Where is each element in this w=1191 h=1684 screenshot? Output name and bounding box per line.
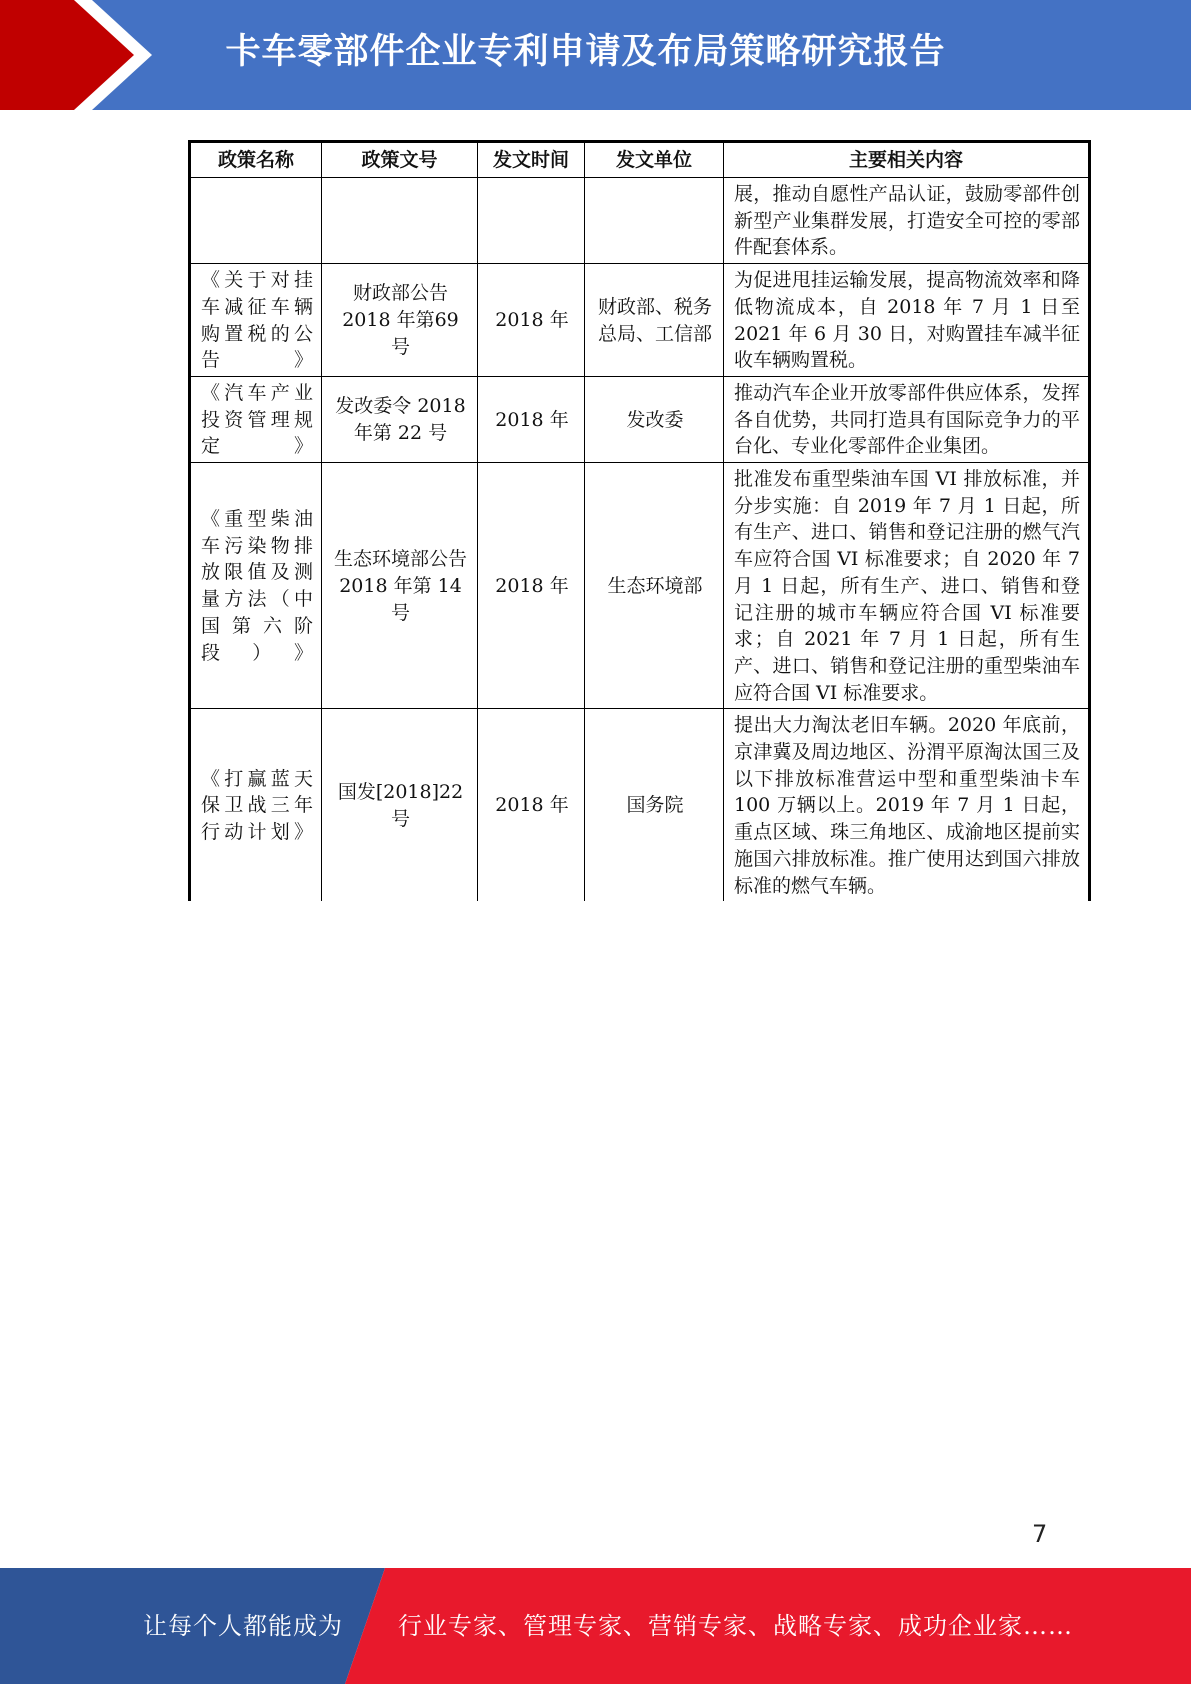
cell-policy-number — [322, 178, 478, 264]
table-row — [190, 709, 1090, 901]
cell-issuing-unit: 发改委 — [585, 376, 724, 462]
cell-policy-name — [190, 178, 322, 264]
cell-main-content: 展，推动自愿性产品认证，鼓励零部件创新型产业集群发展，打造安全可控的零部件配套体系。 — [724, 178, 1090, 264]
column-header-issuing-unit: 发文单位 — [585, 142, 724, 178]
cell-policy-name: 《关于对挂车减征车辆购置税的公告》 — [190, 264, 322, 377]
cell-main-content: 提出大力淘汰老旧车辆。2020 年底前，京津冀及周边地区、汾渭平原淘汰国三及以下排放标准营运中型和重型柴油卡车 100 万辆以上。2019 年 7 月 1 日起，重点区域、珠三角地区、成渝地区提前实施国六排放标准。推广使用达到国六排放标准的燃气车辆。 — [724, 709, 1090, 901]
cell-policy-name: 《汽车产业投资管理规定》 — [190, 376, 322, 462]
column-header-issue-time: 发文时间 — [478, 142, 585, 178]
cell-issue-time — [478, 178, 585, 264]
column-header-main-content: 主要相关内容 — [724, 142, 1090, 178]
cell-issuing-unit — [585, 178, 724, 264]
cell-main-content: 推动汽车企业开放零部件供应体系，发挥各自优势，共同打造具有国际竞争力的平台化、专业化零部件企业集团。 — [724, 376, 1090, 462]
column-header-policy-number: 政策文号 — [322, 142, 478, 178]
cell-issue-time: 2018 年 — [478, 264, 585, 377]
header-chevron-icon — [0, 0, 160, 110]
page-footer — [0, 1568, 1191, 1684]
column-header-policy-name: 政策名称 — [190, 142, 322, 178]
cell-issue-time: 2018 年 — [478, 709, 585, 901]
cell-issuing-unit: 生态环境部 — [585, 463, 724, 709]
page-number: 7 — [1032, 1520, 1048, 1548]
table-header-row — [190, 142, 1090, 178]
report-title: 卡车零部件企业专利申请及布局策略研究报告 — [225, 32, 946, 72]
cell-policy-number: 发改委令 2018 年第 22 号 — [322, 376, 478, 462]
cell-main-content: 批准发布重型柴油车国 VI 排放标准，并分步实施：自 2019 年 7 月 1 日起，所有生产、进口、销售和登记注册的燃气汽车应符合国 VI 标准要求；自 2020 年 7 月 1 日起，所有生产、进口、销售和登记注册的城市车辆应符合国 VI 标准要求；自 2021 年 7 月 1 日起，所有生产、进口、销售和登记注册的重型柴油车应符合国 VI 标准要求。 — [724, 463, 1090, 709]
cell-policy-name: 《打赢蓝天保卫战三年行动计划》 — [190, 709, 322, 901]
cell-main-content: 为促进甩挂运输发展，提高物流效率和降低物流成本，自 2018 年 7 月 1 日至 2021 年 6 月 30 日，对购置挂车减半征收车辆购置税。 — [724, 264, 1090, 377]
table-row — [190, 463, 1090, 709]
cell-policy-name: 《重型柴油车污染物排放限值及测量方法（中国第六阶段）》 — [190, 463, 322, 709]
cell-policy-number: 国发[2018]22 号 — [322, 709, 478, 901]
footer-slogan-right: 行业专家、管理专家、营销专家、战略专家、成功企业家…… — [398, 1612, 1073, 1640]
table-row — [190, 376, 1090, 462]
cell-issuing-unit: 财政部、税务总局、工信部 — [585, 264, 724, 377]
table-row — [190, 264, 1090, 377]
table-row — [190, 178, 1090, 264]
cell-policy-number: 生态环境部公告 2018 年第 14 号 — [322, 463, 478, 709]
cell-issue-time: 2018 年 — [478, 376, 585, 462]
policy-table — [188, 140, 1091, 901]
cell-issue-time: 2018 年 — [478, 463, 585, 709]
footer-slogan-left: 让每个人都能成为 — [143, 1612, 343, 1640]
page-header — [0, 0, 1191, 110]
cell-issuing-unit: 国务院 — [585, 709, 724, 901]
cell-policy-number: 财政部公告2018 年第69 号 — [322, 264, 478, 377]
